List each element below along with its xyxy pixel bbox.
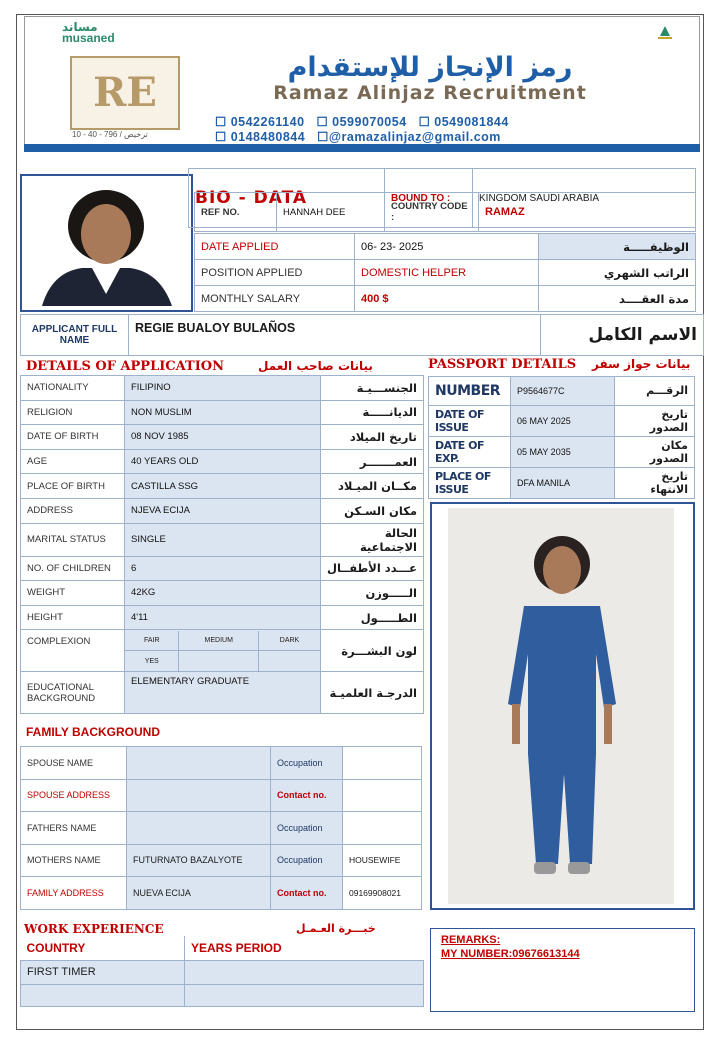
full-body-photo [430, 502, 695, 910]
complexion-row [21, 630, 424, 672]
details-label: MARITAL STATUS [21, 523, 125, 556]
salary-label: MONTHLY SALARY [195, 286, 355, 312]
family-value [127, 779, 271, 812]
details-arabic: الـــــوزن [321, 581, 424, 606]
details-row [21, 523, 424, 556]
full-name-arabic: الاسم الكامل [541, 315, 704, 356]
passport-row [429, 436, 695, 467]
remarks-number: MY NUMBER:09676613144 [441, 948, 580, 960]
passport-row [429, 377, 695, 406]
remarks-box [430, 928, 695, 1012]
phone-icon: ☐ [215, 130, 231, 144]
work-row-years-empty [185, 984, 424, 1006]
complexion-medium-value [179, 651, 259, 671]
family-row [21, 779, 422, 812]
family-key: Occupation [271, 812, 343, 845]
details-label: DATE OF BIRTH [21, 425, 125, 450]
date-applied-label: DATE APPLIED [195, 234, 355, 260]
details-row [21, 449, 424, 474]
family-row [21, 877, 422, 910]
details-value: 40 YEARS OLD [125, 449, 321, 474]
family-key-value: HOUSEWIFE [343, 844, 422, 877]
ref-row [194, 192, 696, 232]
work-table [20, 936, 424, 1007]
details-row [21, 425, 424, 450]
family-value [127, 747, 271, 780]
details-value: 4'11 [125, 605, 321, 630]
application-rows [194, 233, 696, 312]
education-value: ELEMENTARY GRADUATE [125, 672, 321, 714]
company-name-english: Ramaz Alinjaz Recruitment [273, 82, 587, 104]
passport-title-arabic: بيانات جواز سفر [592, 357, 691, 371]
family-row [21, 844, 422, 877]
details-arabic: الجنســـيـة [321, 376, 424, 401]
ref-no-value: HANNAH DEE [277, 193, 385, 232]
phone-icon: ☐ [215, 115, 231, 129]
details-arabic: الطـــــول [321, 605, 424, 630]
work-title: WORK EXPERIENCE [24, 922, 164, 936]
salary-arabic: الراتب الشهري [539, 260, 696, 286]
details-label: RELIGION [21, 400, 125, 425]
job-arabic: الوظيفـــــة [539, 234, 696, 260]
family-key-value [343, 747, 422, 780]
ref-no-label: REF NO. [195, 193, 277, 232]
details-arabic: الحالة الاجتماعية [321, 523, 424, 556]
details-arabic: تاريخ الميلاد [321, 425, 424, 450]
email-icon: ☐ [317, 130, 329, 144]
work-row-country-empty [21, 984, 185, 1006]
complexion-fair-value: YES [125, 651, 179, 671]
passport-label: DATE OF ISSUE [429, 405, 511, 436]
contract-arabic: مدة العقــــد [539, 286, 696, 312]
details-value: NJEVA ECIJA [125, 498, 321, 523]
ministry-logo-icon [600, 24, 680, 46]
education-row [21, 672, 424, 714]
passport-value: 05 MAY 2035 [511, 436, 615, 467]
complexion-arabic: لون البشـــرة [321, 630, 424, 672]
passport-row [429, 467, 695, 498]
family-key-value: 09169908021 [343, 877, 422, 910]
work-row-country: FIRST TIMER [21, 960, 185, 984]
details-value: 08 NOV 1985 [125, 425, 321, 450]
details-value: SINGLE [125, 523, 321, 556]
work-years-header: YEARS PERIOD [185, 936, 424, 960]
passport-label: DATE OF EXP. [429, 436, 511, 467]
details-value: 6 [125, 556, 321, 581]
work-row-years [185, 960, 424, 984]
position-value: DOMESTIC HELPER [355, 260, 539, 286]
family-value [127, 812, 271, 845]
family-value: NUEVA ECIJA [127, 877, 271, 910]
remarks-label: REMARKS: [441, 934, 501, 946]
details-arabic: مكــان الميـلاد [321, 474, 424, 499]
details-row [21, 498, 424, 523]
family-table [20, 746, 422, 910]
details-label: ADDRESS [21, 498, 125, 523]
details-label: PLACE OF BIRTH [21, 474, 125, 499]
family-key-value [343, 779, 422, 812]
position-label: POSITION APPLIED [195, 260, 355, 286]
details-row [21, 556, 424, 581]
salary-value: 400 $ [355, 286, 539, 312]
family-label: SPOUSE ADDRESS [21, 779, 127, 812]
complexion-dark-value [259, 651, 320, 671]
country-code-value: RAMAZ [479, 193, 696, 232]
family-label: FAMILY ADDRESS [21, 877, 127, 910]
details-value: FILIPINO [125, 376, 321, 401]
company-name-arabic: رمز الإنجاز للإستقدام [287, 52, 573, 83]
family-key: Occupation [271, 844, 343, 877]
bound-to-label: BOUND TO : [385, 169, 473, 228]
phone-line-1: ☐ 0542261140 ☐ 0599070054 ☐ 0549081844 [215, 115, 509, 129]
license-number: ترخيص / 796 - 40 - 10 [72, 130, 148, 139]
family-row [21, 747, 422, 780]
details-arabic: عـــدد الأطفــال [321, 556, 424, 581]
family-value: FUTURNATO BAZALYOTE [127, 844, 271, 877]
work-title-arabic: خبـــرة العـمـل [296, 922, 376, 935]
details-value: 42KG [125, 581, 321, 606]
education-arabic: الدرجـة العلميـة [321, 672, 424, 714]
details-value: NON MUSLIM [125, 400, 321, 425]
full-name-value: REGIE BUALOY BULAÑOS [129, 315, 541, 356]
passport-arabic: مكان الصدور [615, 436, 695, 467]
details-row [21, 376, 424, 401]
passport-row [429, 405, 695, 436]
complexion-dark: DARK [259, 631, 320, 651]
bound-to-value: KINGDOM SAUDI ARABIA [473, 169, 696, 228]
passport-label: PLACE OF ISSUE [429, 467, 511, 498]
passport-arabic: تاريخ الانتهاء [615, 467, 695, 498]
company-logo: RE [70, 56, 180, 130]
phone-line-2: ☐ 0148480844 ☐@ramazalinjaz@gmail.com [215, 130, 501, 144]
details-table [20, 375, 424, 714]
complexion-options [125, 630, 321, 672]
full-name-row [20, 314, 704, 356]
biodata-title: BIO - DATA [189, 169, 385, 228]
details-label: HEIGHT [21, 605, 125, 630]
details-arabic: العمـــــــر [321, 449, 424, 474]
education-label: EDUCATIONAL BACKGROUND [21, 672, 125, 714]
date-applied-value: 06- 23- 2025 [355, 234, 539, 260]
passport-title: PASSPORT DETAILS [428, 357, 577, 372]
phone-icon: ☐ [418, 115, 435, 129]
passport-value: 06 MAY 2025 [511, 405, 615, 436]
details-row [21, 581, 424, 606]
passport-arabic: الرقـــم [615, 377, 695, 406]
complexion-label: COMPLEXION [21, 630, 125, 672]
details-title: DETAILS OF APPLICATION [26, 359, 224, 374]
passport-arabic: تاريخ الصدور [615, 405, 695, 436]
phone-icon: ☐ [316, 115, 333, 129]
family-label: FATHERS NAME [21, 812, 127, 845]
details-label: NO. OF CHILDREN [21, 556, 125, 581]
family-key-value [343, 812, 422, 845]
family-key: Occupation [271, 747, 343, 780]
portrait-photo [20, 174, 193, 312]
details-row [21, 605, 424, 630]
passport-value: DFA MANILA [511, 467, 615, 498]
details-label: WEIGHT [21, 581, 125, 606]
passport-table [428, 376, 695, 499]
family-key: Contact no. [271, 877, 343, 910]
work-country-header: COUNTRY [21, 936, 185, 960]
country-code-label: COUNTRY CODE : [385, 193, 479, 232]
family-label: MOTHERS NAME [21, 844, 127, 877]
details-label: NATIONALITY [21, 376, 125, 401]
header-bar [24, 144, 700, 152]
details-row [21, 474, 424, 499]
complexion-fair: FAIR [125, 631, 179, 651]
full-name-label: APPLICANT FULL NAME [21, 315, 129, 356]
details-arabic: الديانـــــة [321, 400, 424, 425]
passport-label: NUMBER [429, 377, 511, 406]
musaned-logo: مساند musaned [62, 20, 115, 45]
details-value: CASTILLA SSG [125, 474, 321, 499]
passport-value: P9564677C [511, 377, 615, 406]
details-row [21, 400, 424, 425]
family-label: SPOUSE NAME [21, 747, 127, 780]
family-key: Contact no. [271, 779, 343, 812]
family-row [21, 812, 422, 845]
details-arabic: مكان السـكن [321, 498, 424, 523]
complexion-medium: MEDIUM [179, 631, 259, 651]
family-title: FAMILY BACKGROUND [26, 725, 161, 739]
details-title-arabic: بيانات صاحب العمل [258, 359, 373, 373]
details-label: AGE [21, 449, 125, 474]
